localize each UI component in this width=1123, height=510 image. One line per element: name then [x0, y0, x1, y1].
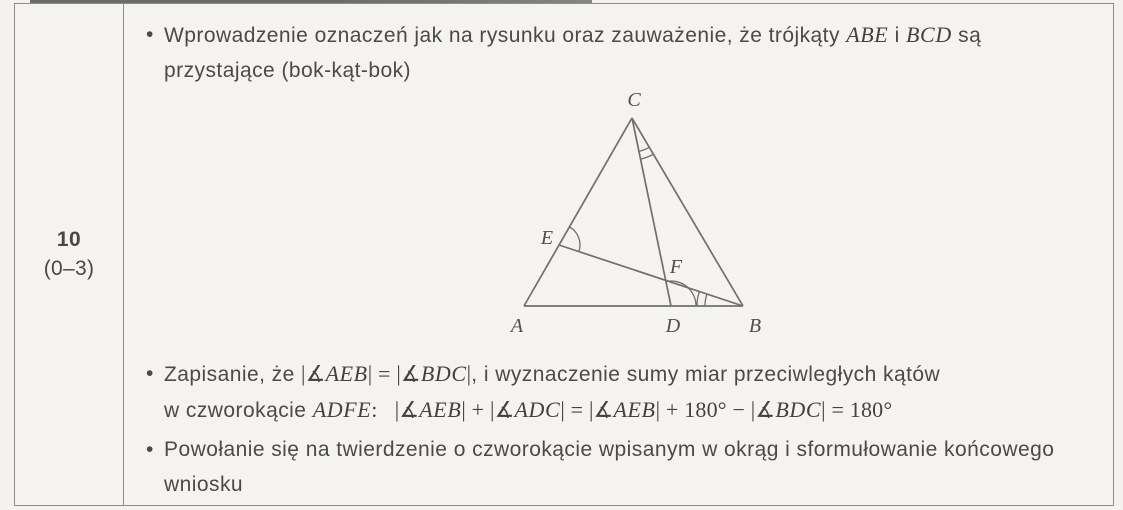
- bullet-text-line: [164, 432, 1054, 467]
- text-run: Powołanie się na twierdzenie o czworokącie wpisanym w okrąg i sformułowanie końcowego: [164, 438, 1055, 461]
- math-run: | + 180° − |∡: [655, 397, 776, 422]
- criterion-item-3: [146, 432, 1054, 502]
- math-run: | = 180°: [821, 397, 893, 422]
- vertex-label-b: B: [748, 315, 762, 337]
- vertex-label-d: D: [665, 315, 681, 337]
- task-id-cell: [15, 4, 123, 505]
- text-run: przystające (bok-kąt-bok): [164, 59, 411, 82]
- rubric-table-row: [14, 3, 1114, 506]
- text-run: wniosku: [164, 473, 244, 496]
- bullet-text-line: [164, 392, 940, 428]
- bullet-text-line: [164, 356, 940, 392]
- text-run: i: [888, 24, 907, 47]
- bullet-text-lines: [164, 17, 981, 88]
- bullet-text-line: [164, 17, 981, 53]
- triangle-side-ac: [524, 118, 632, 306]
- angle-mark-c-arc1: [639, 147, 649, 151]
- bullet-text-line: [164, 53, 981, 88]
- bullet-text-lines: [164, 356, 940, 428]
- bullet-text-lines: [164, 432, 1054, 502]
- text-run: , i wyznaczenie sumy miar przeciwległych kątów: [471, 363, 941, 386]
- cevian-be: [559, 245, 743, 306]
- task-number: 10: [56, 228, 82, 251]
- math-run: ADC: [514, 397, 561, 422]
- vertex-label-e: E: [540, 227, 554, 249]
- text-run: Zapisanie, że: [164, 363, 302, 386]
- text-run: są: [951, 24, 982, 47]
- triangle-side-bc: [632, 118, 743, 306]
- math-run: ABE: [846, 22, 889, 47]
- math-run: BDC: [420, 361, 467, 386]
- triangle-figure-svg: [481, 89, 811, 349]
- criterion-item-2: [146, 356, 940, 428]
- bullet-marker: •: [146, 23, 154, 46]
- angle-mark-e-arc: [570, 227, 580, 252]
- math-run: | = |∡: [367, 361, 421, 386]
- text-run: w czworokącie: [164, 399, 313, 422]
- angle-mark-c-arc2: [641, 154, 654, 159]
- math-run: | + |∡: [461, 397, 515, 422]
- bullet-text-line: [164, 467, 1054, 502]
- math-run: ADFE: [312, 397, 372, 422]
- math-run: |: [466, 361, 472, 386]
- cevian-cd: [632, 118, 671, 306]
- angle-mark-b-arc2: [697, 292, 699, 306]
- task-points-range: (0–3): [43, 257, 95, 280]
- math-run: BDC: [775, 397, 822, 422]
- math-run: AEB: [613, 397, 656, 422]
- bullet-marker: •: [146, 438, 154, 461]
- math-run: BCD: [906, 22, 952, 47]
- triangle-figure: [481, 89, 811, 349]
- criterion-item-1: [146, 17, 981, 88]
- bullet-marker: •: [146, 362, 154, 385]
- math-run: AEB: [419, 397, 462, 422]
- math-run: |∡: [301, 361, 326, 386]
- angle-mark-b-arc1: [705, 294, 707, 306]
- math-run: | = |∡: [560, 397, 614, 422]
- text-run: Wprowadzenie oznaczeń jak na rysunku oraz zauważenie, że trójkąty: [164, 24, 847, 47]
- criteria-cell: [124, 4, 1113, 505]
- math-run: : |∡: [371, 397, 420, 422]
- vertex-label-a: A: [510, 315, 524, 337]
- vertex-label-f: F: [669, 256, 683, 278]
- vertex-label-c: C: [627, 89, 641, 111]
- math-run: AEB: [325, 361, 368, 386]
